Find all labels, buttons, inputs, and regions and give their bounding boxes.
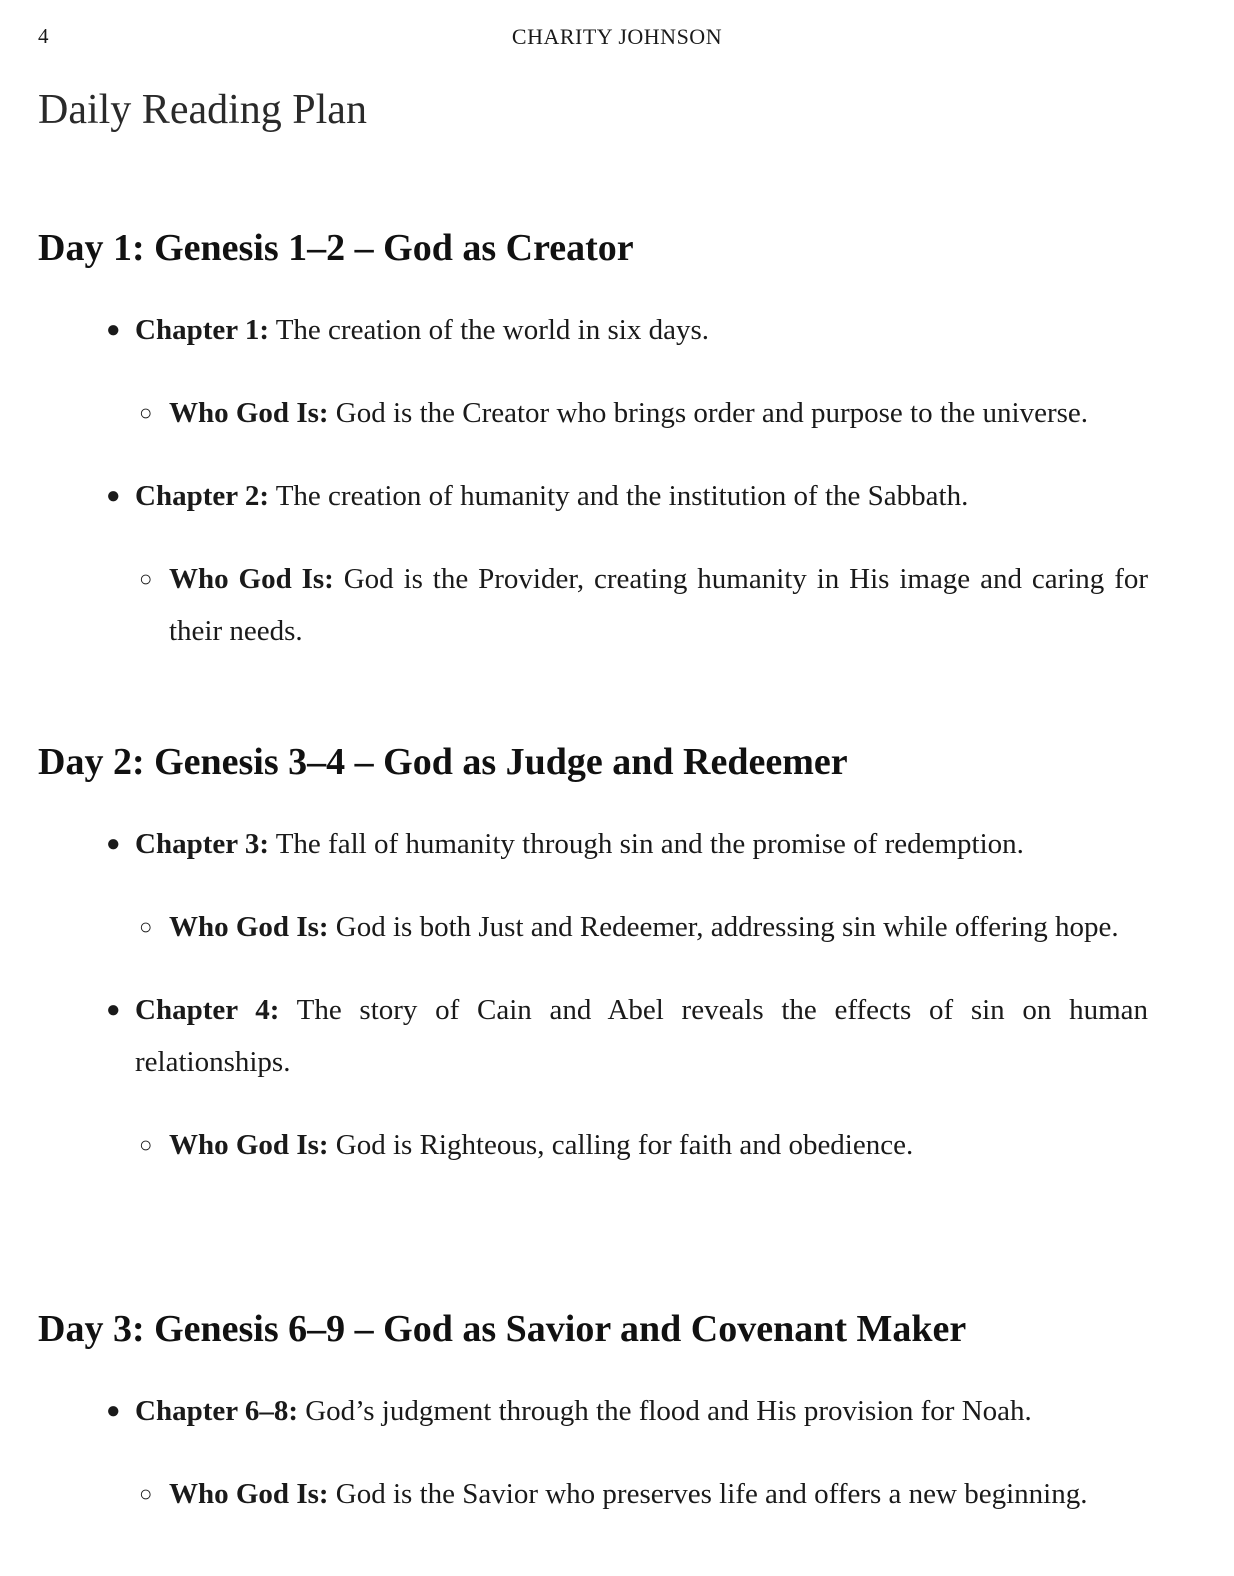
bullet-disc-icon: ● — [106, 316, 121, 343]
chapter-label: Chapter 1: — [135, 313, 269, 346]
chapter-text: The creation of the world in six days. — [268, 313, 709, 346]
chapter-label: Chapter 2: — [135, 479, 269, 512]
page-header — [0, 22, 1234, 52]
chapter-text: The creation of humanity and the institution of the Sabbath. — [268, 479, 969, 512]
bullet-circle-icon: ○ — [139, 565, 153, 591]
who-label: Who God Is: — [169, 1477, 329, 1510]
chapter-label: Chapter 3: — [135, 827, 269, 860]
who-label: Who God Is: — [169, 910, 329, 943]
who-god-is-item — [38, 1468, 1148, 1520]
chapter-item — [38, 304, 1148, 356]
chapter-item — [38, 984, 1148, 1088]
chapter-label: Chapter 6–8: — [135, 1394, 298, 1427]
section-title: Daily Reading Plan — [38, 87, 367, 133]
day-heading: Day 2: Genesis 3–4 – God as Judge and Redeemer — [38, 741, 848, 783]
who-text: God is Righteous, calling for faith and obedience. — [328, 1128, 914, 1161]
day-2-entries — [38, 818, 1148, 1171]
who-god-is-item — [38, 901, 1148, 953]
chapter-item — [38, 1385, 1148, 1437]
who-label: Who God Is: — [169, 396, 329, 429]
running-head: CHARITY JOHNSON — [511, 24, 723, 49]
who-god-is-item — [38, 387, 1148, 439]
who-text: God is both Just and Redeemer, addressing sin while offering hope. — [328, 910, 1119, 943]
page-number: 4 — [38, 24, 49, 48]
day-1-section — [38, 226, 1148, 657]
chapter-item — [38, 470, 1148, 522]
day-1-entries — [38, 304, 1148, 657]
chapter-text: The fall of humanity through sin and the promise of redemption. — [268, 827, 1024, 860]
day-heading: Day 3: Genesis 6–9 – God as Savior and Covenant Maker — [38, 1308, 967, 1350]
chapter-text: God’s judgment through the flood and His provision for Noah. — [297, 1394, 1032, 1427]
chapter-label: Chapter 4: — [135, 993, 280, 1026]
who-god-is-item — [38, 553, 1148, 657]
bullet-circle-icon: ○ — [139, 399, 153, 425]
who-text: God is the Creator who brings order and purpose to the universe. — [328, 396, 1089, 429]
bullet-disc-icon: ● — [106, 996, 121, 1023]
bullet-circle-icon: ○ — [139, 1480, 153, 1506]
who-label: Who God Is: — [169, 562, 334, 595]
day-2-section — [38, 740, 1148, 1171]
who-text: God is the Provider, creating humanity in His image and caring for their needs. — [169, 562, 1149, 647]
chapter-text: The story of Cain and Abel reveals the effects of sin on human relationships. — [135, 993, 1149, 1078]
who-label: Who God Is: — [169, 1128, 329, 1161]
bullet-circle-icon: ○ — [139, 913, 153, 939]
bullet-disc-icon: ● — [106, 1397, 121, 1424]
who-god-is-item — [38, 1119, 1148, 1171]
bullet-circle-icon: ○ — [139, 1131, 153, 1157]
bullet-disc-icon: ● — [106, 830, 121, 857]
chapter-item — [38, 818, 1148, 870]
bullet-disc-icon: ● — [106, 482, 121, 509]
day-heading: Day 1: Genesis 1–2 – God as Creator — [38, 227, 634, 269]
day-3-entries — [38, 1385, 1148, 1520]
day-3-section — [38, 1307, 1148, 1520]
who-text: God is the Savior who preserves life and offers a new beginning. — [328, 1477, 1088, 1510]
